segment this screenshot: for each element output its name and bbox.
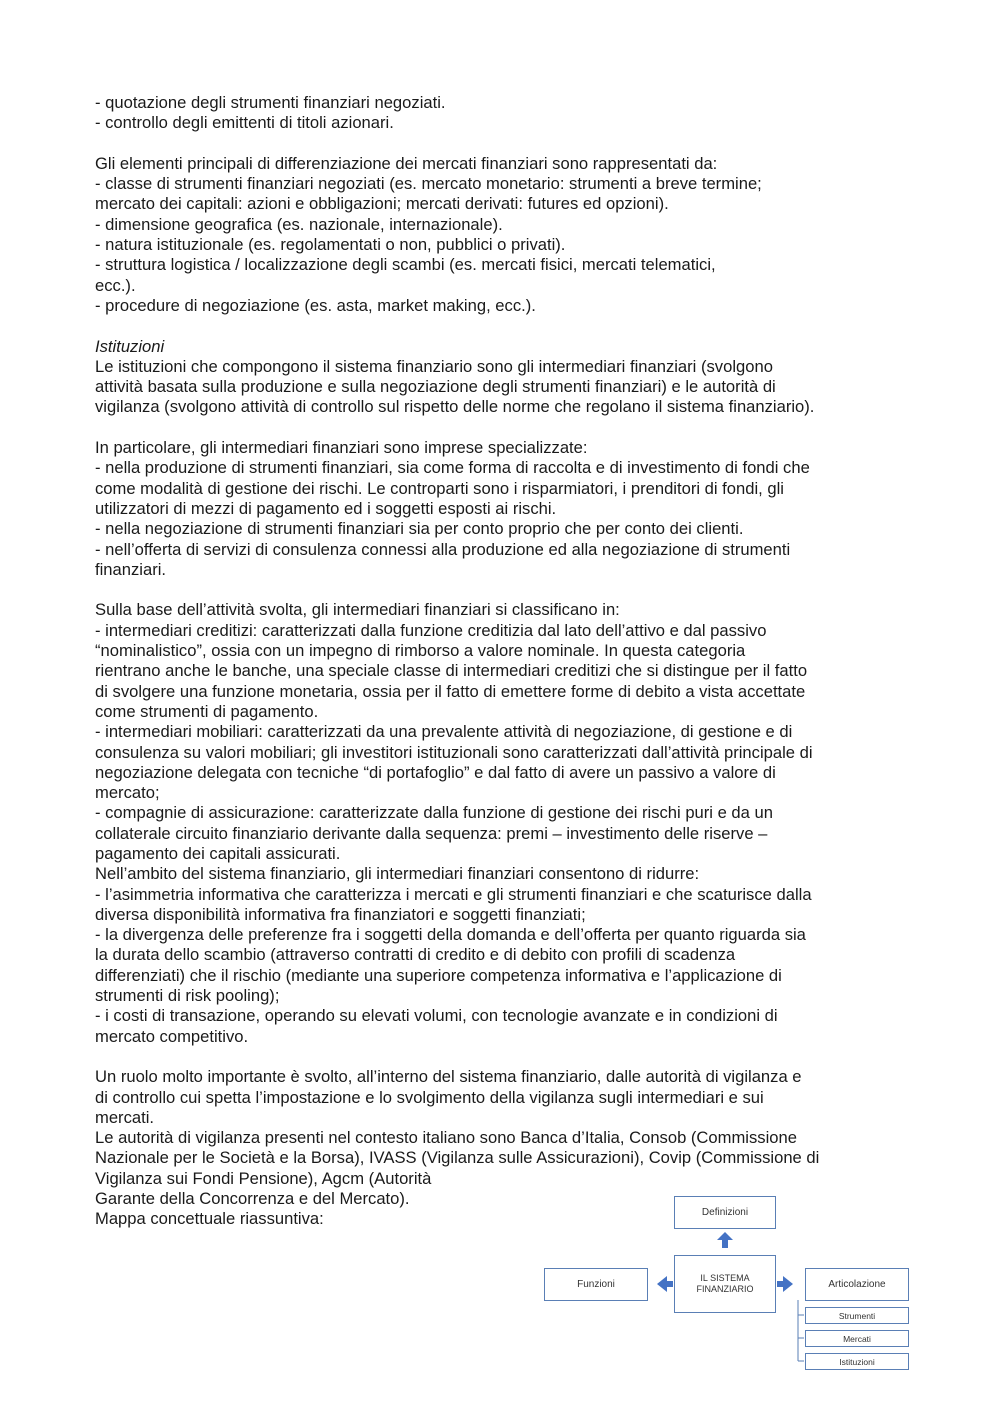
arrow-up-icon — [717, 1232, 733, 1248]
text-line: - nella negoziazione di strumenti finanziari sia per conto proprio che per conto dei clienti. — [95, 519, 744, 539]
text-line: - intermediari mobiliari: caratterizzati da una prevalente attività di negoziazione, di gestione e di — [95, 722, 793, 742]
text-line: come modalità di gestione dei rischi. Le controparti sono i risparmiatori, i prenditori di fondi, gli — [95, 478, 784, 498]
text-line: mercato dei capitali: azioni e obbligazioni; mercati derivati: futures ed opzioni). — [95, 194, 669, 214]
text-line: - nella produzione di strumenti finanziari, sia come forma di raccolta e di investimento di fondi che — [95, 458, 810, 478]
text-line: negoziazione delegata con tecniche “di portafoglio” e dal fatto di avere un passivo a valore di — [95, 762, 776, 782]
text-line: Un ruolo molto importante è svolto, all’interno del sistema finanziario, dalle autorità di vigilanza e — [95, 1067, 802, 1087]
intro-lines — [95, 93, 910, 134]
particolare-paragraph — [95, 438, 910, 580]
sistema-label-line2: FINANZIARIO — [696, 1284, 754, 1294]
text-line: differenziati) che il rischio (mediante una superiore competenza informativa e l’applicazione di — [95, 965, 782, 985]
arrow-right-icon — [777, 1276, 793, 1292]
text-line: Gli elementi principali di differenziazione dei mercati finanziari sono rappresentati da: — [95, 153, 718, 173]
text-line: strumenti di risk pooling); — [95, 986, 280, 1006]
text-line: - l’asimmetria informativa che caratterizza i mercati e gli strumenti finanziari e che scaturisce dalla — [95, 884, 812, 904]
text-line: finanziari. — [95, 559, 167, 579]
arrow-left-icon — [657, 1276, 673, 1292]
text-line: - classe di strumenti finanziari negoziati (es. mercato monetario: strumenti a breve termine; — [95, 174, 762, 194]
text-line: - struttura logistica / localizzazione degli scambi (es. mercati fisici, mercati telematici, — [95, 255, 716, 275]
text-line: - natura istituzionale (es. regolamentati o non, pubblici o privati). — [95, 235, 566, 255]
text-line: collaterale circuito finanziario derivante dalla sequenza: premi – investimento delle riserve – — [95, 823, 768, 843]
mercati-box — [805, 1330, 909, 1347]
strumenti-box — [805, 1307, 909, 1324]
funzioni-label: Funzioni — [577, 1278, 615, 1290]
istituzioni-box — [805, 1353, 909, 1370]
text-line: rientrano anche le banche, una speciale classe di intermediari creditizi che si distingue per il fatto — [95, 661, 808, 681]
text-line: Vigilanza sui Fondi Pensione), Agcm (Autorità — [95, 1168, 432, 1188]
text-line: “nominalistico”, ossia con un impegno di rimborso a valore nominale. In questa categoria — [95, 641, 746, 661]
definizioni-label: Definizioni — [701, 1206, 749, 1218]
section-heading-istituzioni: Istituzioni — [95, 336, 165, 356]
document-body — [95, 93, 910, 1230]
text-line: attività basata sulla produzione e sulla negoziazione degli strumenti finanziari) e le autorità di — [95, 377, 776, 397]
concept-map — [540, 1192, 912, 1374]
articolazione-box — [805, 1268, 909, 1301]
text-line: consulenza su valori mobiliari; gli investitori istituzionali sono caratterizzati dall’attività principale di — [95, 742, 813, 762]
text-line: Sulla base dell’attività svolta, gli intermediari finanziari si classificano in: — [95, 600, 620, 620]
text-line: vigilanza (svolgono attività di controllo sul rispetto delle norme che regolano il sistema finanziario). — [95, 397, 815, 417]
strumenti-label: Strumenti — [838, 1310, 876, 1321]
text-line: la durata dello scambio (attraverso contratti di credito e di debito con profili di scadenza — [95, 945, 736, 965]
text-line: diversa disponibilità informativa fra finanziatori e soggetti finanziati; — [95, 904, 586, 924]
text-line: mercati. — [95, 1107, 155, 1127]
text-line: - intermediari creditizi: caratterizzati dalla funzione creditizia dal lato dell’attivo e dal passivo — [95, 620, 767, 640]
articolazione-label: Articolazione — [828, 1278, 886, 1290]
text-line: Garante della Concorrenza e del Mercato). — [95, 1189, 410, 1209]
text-line: Le istituzioni che compongono il sistema finanziario sono gli intermediari finanziari (svolgono — [95, 356, 773, 376]
text-line: Nazionale per le Società e la Borsa), IVASS (Vigilanza sulle Assicurazioni), Covip (Commissione di — [95, 1148, 820, 1168]
text-line: mercato; — [95, 783, 160, 803]
text-line: - i costi di transazione, operando su elevati volumi, con tecnologie avanzate e in condizioni di — [95, 1006, 778, 1026]
text-line: Le autorità di vigilanza presenti nel contesto italiano sono Banca d’Italia, Consob (Commissione — [95, 1128, 797, 1148]
sistema-label-line1: IL SISTEMA — [700, 1273, 750, 1283]
text-line: - compagnie di assicurazione: caratterizzate dalla funzione di gestione dei rischi puri e da un — [95, 803, 773, 823]
text-line: - la divergenza delle preferenze fra i soggetti della domanda e dell’offerta per quanto riguarda sia — [95, 925, 806, 945]
text-line: di svolgere una funzione monetaria, ossia per il fatto di emettere forme di debito a vista accettate — [95, 681, 806, 701]
text-line: ecc.). — [95, 275, 136, 295]
istituzioni-paragraph — [95, 357, 910, 418]
text-line: come strumenti di pagamento. — [95, 701, 319, 721]
text-line: In particolare, gli intermediari finanziari sono imprese specializzate: — [95, 438, 588, 458]
text-line: di controllo cui spetta l’impostazione e lo svolgimento della vigilanza sugli intermediari e sui — [95, 1087, 764, 1107]
text-line: pagamento dei capitali assicurati. — [95, 843, 341, 863]
text-line: Nell’ambito del sistema finanziario, gli intermediari finanziari consentono di ridurre: — [95, 864, 700, 884]
istituzioni-label: Istituzioni — [839, 1356, 875, 1367]
text-line: - quotazione degli strumenti finanziari negoziati. — [95, 93, 446, 112]
text-line: - procedure di negoziazione (es. asta, market making, ecc.). — [95, 295, 536, 315]
definizioni-box — [674, 1196, 776, 1229]
text-line: utilizzatori di mezzi di pagamento ed i soggetti esposti ai rischi. — [95, 498, 557, 518]
classificazione-paragraph — [95, 600, 910, 1047]
sistema-finanziario-box — [674, 1255, 776, 1313]
differenziazione-paragraph — [95, 154, 910, 316]
text-line: mercato competitivo. — [95, 1026, 249, 1046]
text-line: - controllo degli emittenti di titoli azionari. — [95, 113, 394, 133]
mercati-label: Mercati — [843, 1333, 871, 1344]
text-line: - nell’offerta di servizi di consulenza connessi alla produzione ed alla negoziazione di strumenti — [95, 539, 791, 559]
text-line: Mappa concettuale riassuntiva: — [95, 1209, 324, 1229]
funzioni-box — [544, 1268, 648, 1301]
text-line: - dimensione geografica (es. nazionale, internazionale). — [95, 214, 503, 234]
